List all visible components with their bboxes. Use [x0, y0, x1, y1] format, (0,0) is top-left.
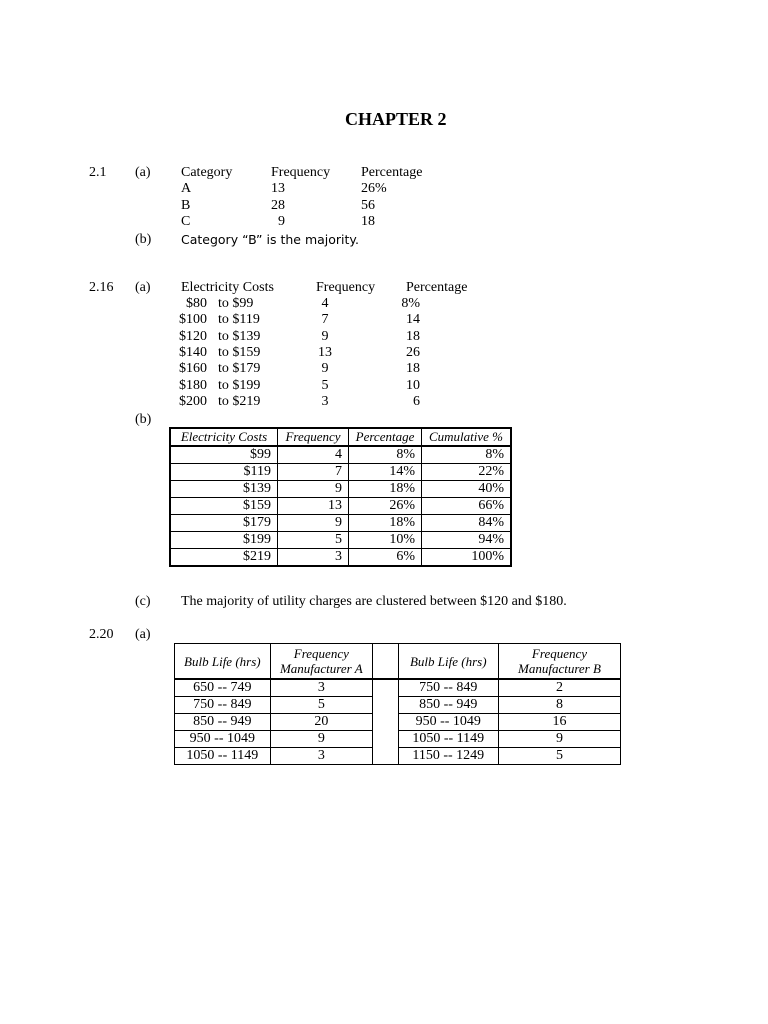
- table-cell: 9: [278, 515, 349, 532]
- table-row: [170, 446, 511, 464]
- cost-upper-bound: to $139: [218, 329, 261, 344]
- table-cell: 84%: [422, 515, 512, 532]
- table-header: Bulb Life (hrs): [398, 644, 498, 680]
- frequency-cell: 5: [321, 378, 329, 393]
- frequency-cell: 28: [271, 198, 285, 213]
- table-cell: 18%: [349, 515, 422, 532]
- answer-text: The majority of utility charges are clustered between $120 and $180.: [181, 594, 567, 609]
- cumulative-distribution-table: [169, 427, 512, 567]
- table-cell: 950 -- 1049: [398, 714, 498, 731]
- answer-text: Category “B” is the majority.: [181, 232, 360, 247]
- percentage-cell: 10: [406, 378, 420, 393]
- col-header-frequency: Frequency: [271, 165, 331, 180]
- part-label-c: (c): [135, 594, 151, 609]
- table-row: [175, 697, 621, 714]
- cost-upper-bound: to $219: [218, 394, 261, 409]
- table-header: Electricity Costs: [170, 428, 278, 446]
- frequency-cell: 9: [321, 329, 329, 344]
- col-header-frequency: Frequency: [316, 280, 376, 295]
- table-row: [175, 748, 621, 765]
- table-cell: 9: [278, 481, 349, 498]
- table-cell: 9: [498, 731, 620, 748]
- table-cell: 5: [278, 532, 349, 549]
- table-cell: 3: [270, 748, 372, 765]
- cost-lower-bound: $200: [179, 394, 207, 409]
- bulb-life-table: [174, 643, 621, 765]
- table-header: Frequency Manufacturer A: [270, 644, 372, 680]
- frequency-cell: 9: [278, 214, 285, 229]
- table-cell: 20: [270, 714, 372, 731]
- table-cell: 5: [498, 748, 620, 765]
- part-label-a: (a): [135, 627, 151, 642]
- table-cell: 5: [270, 697, 372, 714]
- table-row: [170, 498, 511, 515]
- category-cell: A: [181, 181, 192, 196]
- table-cell: $99: [170, 446, 278, 464]
- category-cell: C: [181, 214, 191, 229]
- problem-number-2-16: 2.16: [89, 280, 114, 295]
- table-header: Frequency Manufacturer B: [498, 644, 620, 680]
- table-cell: 9: [270, 731, 372, 748]
- frequency-cell: 9: [321, 361, 329, 376]
- table-gap: [372, 731, 398, 748]
- frequency-cell: 7: [321, 312, 329, 327]
- cost-upper-bound: to $119: [218, 312, 260, 327]
- percentage-cell: 26%: [361, 181, 387, 196]
- table-cell: 100%: [422, 549, 512, 567]
- table-cell: 2: [498, 679, 620, 697]
- table-cell: 8: [498, 697, 620, 714]
- table-cell: 8%: [349, 446, 422, 464]
- percentage-cell: 6: [413, 394, 420, 409]
- table-gap: [372, 644, 398, 680]
- table-row: [175, 714, 621, 731]
- percentage-cell: 26: [406, 345, 420, 360]
- frequency-cell: 3: [321, 394, 329, 409]
- table-cell: 1050 -- 1149: [398, 731, 498, 748]
- table-cell: 8%: [422, 446, 512, 464]
- table-gap: [372, 714, 398, 731]
- table-cell: 1050 -- 1149: [175, 748, 271, 765]
- table-cell: 850 -- 949: [175, 714, 271, 731]
- table-row: [175, 679, 621, 697]
- col-header-percentage: Percentage: [361, 165, 423, 180]
- table-row: [170, 532, 511, 549]
- table-cell: 94%: [422, 532, 512, 549]
- table-cell: $199: [170, 532, 278, 549]
- cost-upper-bound: to $199: [218, 378, 261, 393]
- table-row: [170, 515, 511, 532]
- table-cell: 66%: [422, 498, 512, 515]
- table-cell: $179: [170, 515, 278, 532]
- part-label-b: (b): [135, 232, 152, 247]
- percentage-cell: 18: [406, 329, 420, 344]
- table-cell: $219: [170, 549, 278, 567]
- col-header-category: Category: [181, 165, 233, 180]
- chapter-title: CHAPTER 2: [345, 109, 447, 129]
- table-cell: 3: [278, 549, 349, 567]
- table-gap: [372, 748, 398, 765]
- table-header: Percentage: [349, 428, 422, 446]
- table-cell: 850 -- 949: [398, 697, 498, 714]
- col-header-percentage: Percentage: [406, 280, 468, 295]
- part-label-b: (b): [135, 412, 152, 427]
- table-cell: 18%: [349, 481, 422, 498]
- cost-lower-bound: $120: [179, 329, 207, 344]
- table-cell: 22%: [422, 464, 512, 481]
- table-cell: $119: [170, 464, 278, 481]
- cost-lower-bound: $180: [179, 378, 207, 393]
- percentage-cell: 56: [361, 198, 375, 213]
- table-cell: $159: [170, 498, 278, 515]
- part-label-a: (a): [135, 280, 151, 295]
- table-cell: 16: [498, 714, 620, 731]
- cost-lower-bound: $100: [179, 312, 207, 327]
- category-cell: B: [181, 198, 191, 213]
- table-header: Bulb Life (hrs): [175, 644, 271, 680]
- table-cell: 750 -- 849: [398, 679, 498, 697]
- table-cell: 26%: [349, 498, 422, 515]
- frequency-cell: 13: [318, 345, 332, 360]
- table-row: [170, 464, 511, 481]
- percentage-cell: 14: [406, 312, 420, 327]
- cost-upper-bound: to $99: [218, 296, 254, 311]
- table-cell: 650 -- 749: [175, 679, 271, 697]
- table-cell: 10%: [349, 532, 422, 549]
- table-row: [170, 549, 511, 567]
- problem-number-2-1: 2.1: [89, 165, 107, 180]
- percentage-cell: 18: [406, 361, 420, 376]
- table-cell: 950 -- 1049: [175, 731, 271, 748]
- problem-number-2-20: 2.20: [89, 627, 114, 642]
- table-row: [175, 731, 621, 748]
- table-cell: 40%: [422, 481, 512, 498]
- cost-upper-bound: to $159: [218, 345, 261, 360]
- percentage-cell: 18: [361, 214, 375, 229]
- table-cell: 4: [278, 446, 349, 464]
- frequency-cell: 13: [271, 181, 285, 196]
- table-header: Frequency: [278, 428, 349, 446]
- table-cell: 3: [270, 679, 372, 697]
- table-row: [170, 481, 511, 498]
- table-gap: [372, 697, 398, 714]
- table-cell: 14%: [349, 464, 422, 481]
- table-cell: 6%: [349, 549, 422, 567]
- table-cell: $139: [170, 481, 278, 498]
- table-cell: 7: [278, 464, 349, 481]
- cost-upper-bound: to $179: [218, 361, 261, 376]
- percentage-cell: 8%: [401, 296, 420, 311]
- table-cell: 1150 -- 1249: [398, 748, 498, 765]
- frequency-cell: 4: [321, 296, 329, 311]
- table-cell: 750 -- 849: [175, 697, 271, 714]
- table-cell: 13: [278, 498, 349, 515]
- cost-lower-bound: $80: [186, 296, 207, 311]
- table-header: Cumulative %: [422, 428, 512, 446]
- part-label-a: (a): [135, 165, 151, 180]
- table-gap: [372, 679, 398, 697]
- cost-lower-bound: $140: [179, 345, 207, 360]
- col-header-electricity-costs: Electricity Costs: [181, 280, 274, 295]
- cost-lower-bound: $160: [179, 361, 207, 376]
